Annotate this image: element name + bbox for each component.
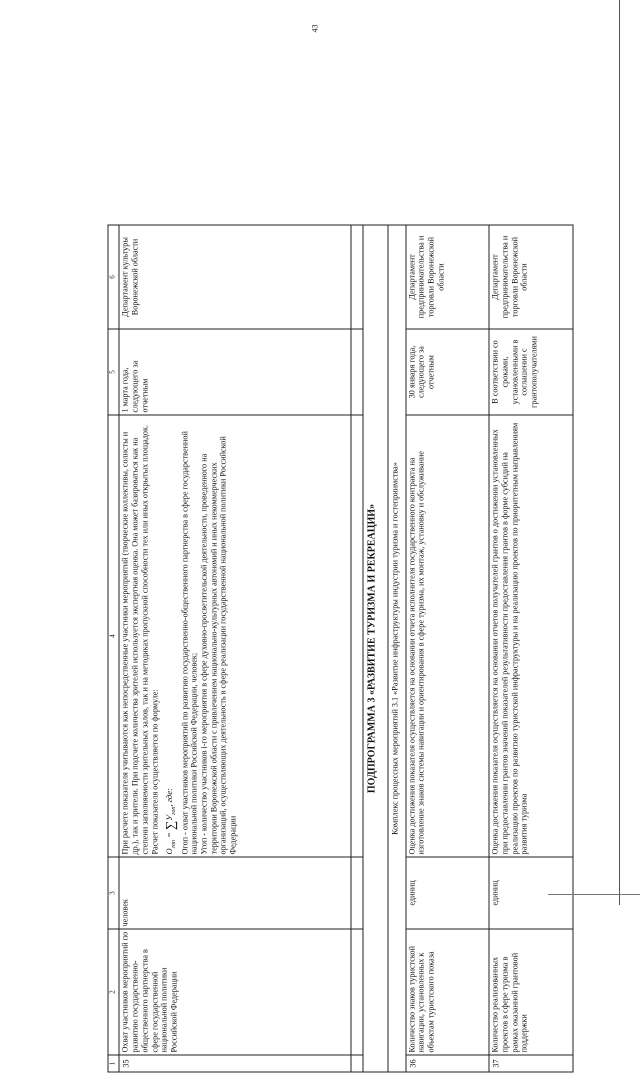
col-6-header: 6 [108,225,119,329]
indicators-table [108,225,574,1073]
method-paragraph: Огоп - охват участников мероприятий по развитию государственно-общественного партнерства в сфере государственной национальной политики Российской Федерации, человек; [180,431,199,855]
responsible-cell: Департамент культуры Воронежской области [119,225,351,329]
method-cell [119,415,351,857]
method-paragraph: Расчет показателя осуществляется по формуле: [150,689,159,855]
scan-cut-line [548,894,640,895]
formula [163,418,178,855]
spacer-cell [351,225,362,329]
row-number: 37 [489,1055,573,1072]
spacer-cell [351,929,362,1055]
indicator-name: Количество знаков туристской навигации, установленных к объектам туристского показа [406,929,490,1055]
formula-term: У [164,815,175,821]
column-number-row [108,225,119,1072]
table-row-35 [119,225,351,1072]
col-5-header: 5 [108,329,119,415]
spacer-cell [351,415,362,857]
deadline-cell: В соответствии со сроками, установленными в соглашении с грантополучателями [489,329,573,415]
spacer-row [351,225,362,1072]
indicator-name: Охват участников мероприятий по развитию государственно-общественного партнерства в сфере государственной национальной политики Российской Федерации [119,929,351,1055]
formula-lhs-sub: гоп [170,840,177,849]
table-row-36 [406,225,490,1072]
responsible-cell: Департамент предпринимательства и торговли Воронежской области [489,225,573,329]
method-paragraph: Угоп - количество участников i-го мероприятия в сфере духовно-просветительской деятельности, проведенного на территории Воронежской области с привлечением национально-культурных автономий и иных некоммерческих организаций, осуществляющих деятельность в сфере реализации государственной национальной политики Российской Федерации [199,436,238,855]
rotated-table-sheet [108,226,574,1073]
scan-edge-line [619,0,620,905]
row-number: 36 [406,1055,490,1072]
col-3-header: 3 [108,857,119,929]
sum-symbol: ∑ [162,820,178,831]
formula-term-sub: гоп [170,806,177,815]
spacer-cell [351,857,362,929]
unit-cell: единиц [406,857,490,929]
page-number: 43 [310,24,320,33]
deadline-cell: 1 марта года, следующего за отчетным [119,329,351,415]
spacer-cell [351,329,362,415]
section-title: ПОДПРОГРАММА 3 «РАЗВИТИЕ ТУРИЗМА И РЕКРЕАЦИИ» [363,225,388,1072]
col-1-header: 1 [108,1055,119,1072]
subsection-heading-row [388,225,406,1072]
section-heading-row [363,225,388,1072]
row-number: 35 [119,1055,351,1072]
deadline-cell: 30 января года, следующего за отчетным [406,329,490,415]
responsible-cell: Департамент предпринимательства и торговли Воронежской области [406,225,490,329]
spacer-cell [351,1055,362,1072]
formula-tail: , где: [164,788,175,807]
unit-cell: единиц [489,857,573,929]
table-row-37 [489,225,573,1072]
col-2-header: 2 [108,929,119,1055]
formula-lhs: О [164,848,175,855]
formula-eq: = [164,830,175,841]
col-4-header: 4 [108,415,119,857]
unit-cell: человек [119,857,351,929]
method-cell: Оценка достижения показателя осуществляется на основании отчетов получателей грантов о достижении установленных при предоставлении грантов значений показателей результативности предоставления грантов в форме субсидий на реализацию проектов по развитию туристской инфраструктуры и на реализацию проектов по приоритетным направлениям развития туризма [489,415,573,857]
subsection-title: Комплекс процессных мероприятий 3.1 «Развитие инфраструктуры индустрии туризма и гостеприимства» [388,225,406,1072]
method-paragraph: При расчете показателя учитываются как непосредственные участники мероприятий (творческие коллективы, солисты и др.), так и зрители. При подсчете количества зрителей используется экспертная оценка. Она может базироваться как на степени заполняемости зрительных залов, так и на методиках пропускной способности тех или иных открытых площадок. [120,424,150,855]
indicator-name: Количество реализованных проектов в сфере туризма в рамках оказанной грантовой поддержки [489,929,573,1055]
method-cell: Оценка достижения показателя осуществляется на основании отчета исполнителя государственного контракта на изготовление знаков системы навигации и ориентирования в сфере туризма, их монтаж, установку и обслуживание [406,415,490,857]
